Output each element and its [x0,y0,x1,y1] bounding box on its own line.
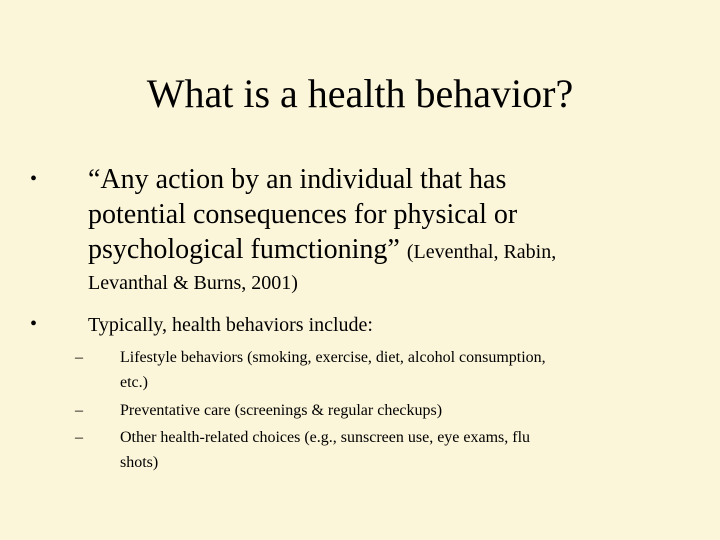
bullet-symbol: • [30,313,38,335]
slide-title: What is a health behavior? [146,71,574,116]
sub-bullet-3-line-1: Other health-related choices (e.g., sunscreen use, eye exams, flu [120,429,531,446]
dash-symbol: – [75,429,83,446]
bullet-1-line-1: “Any action by an individual that has [88,164,507,195]
sub-bullet-3-line-2: shots) [120,454,159,471]
bullet-1-line-3-quote: psychological fumctioning” [88,234,400,265]
dash-symbol: – [75,349,83,366]
bullet-1-line-2: potential consequences for physical or [88,199,518,230]
dash-symbol: – [75,402,83,419]
bullet-1-text [88,162,688,296]
sub-bullet-1-line-1: Lifestyle behaviors (smoking, exercise, diet, alcohol consumption, [120,349,546,366]
bullet-1-line-3 [88,232,688,270]
sub-bullet-1-line-2: etc.) [120,374,148,391]
sub-bullet-2-line-1: Preventative care (screenings & regular checkups) [120,402,443,419]
citation-inline: (Leventhal, Rabin, [406,241,557,263]
bullet-symbol: • [30,168,38,190]
citation-continued: Levanthal & Burns, 2001) [88,272,298,294]
bullet-2-text: Typically, health behaviors include: [88,314,373,336]
